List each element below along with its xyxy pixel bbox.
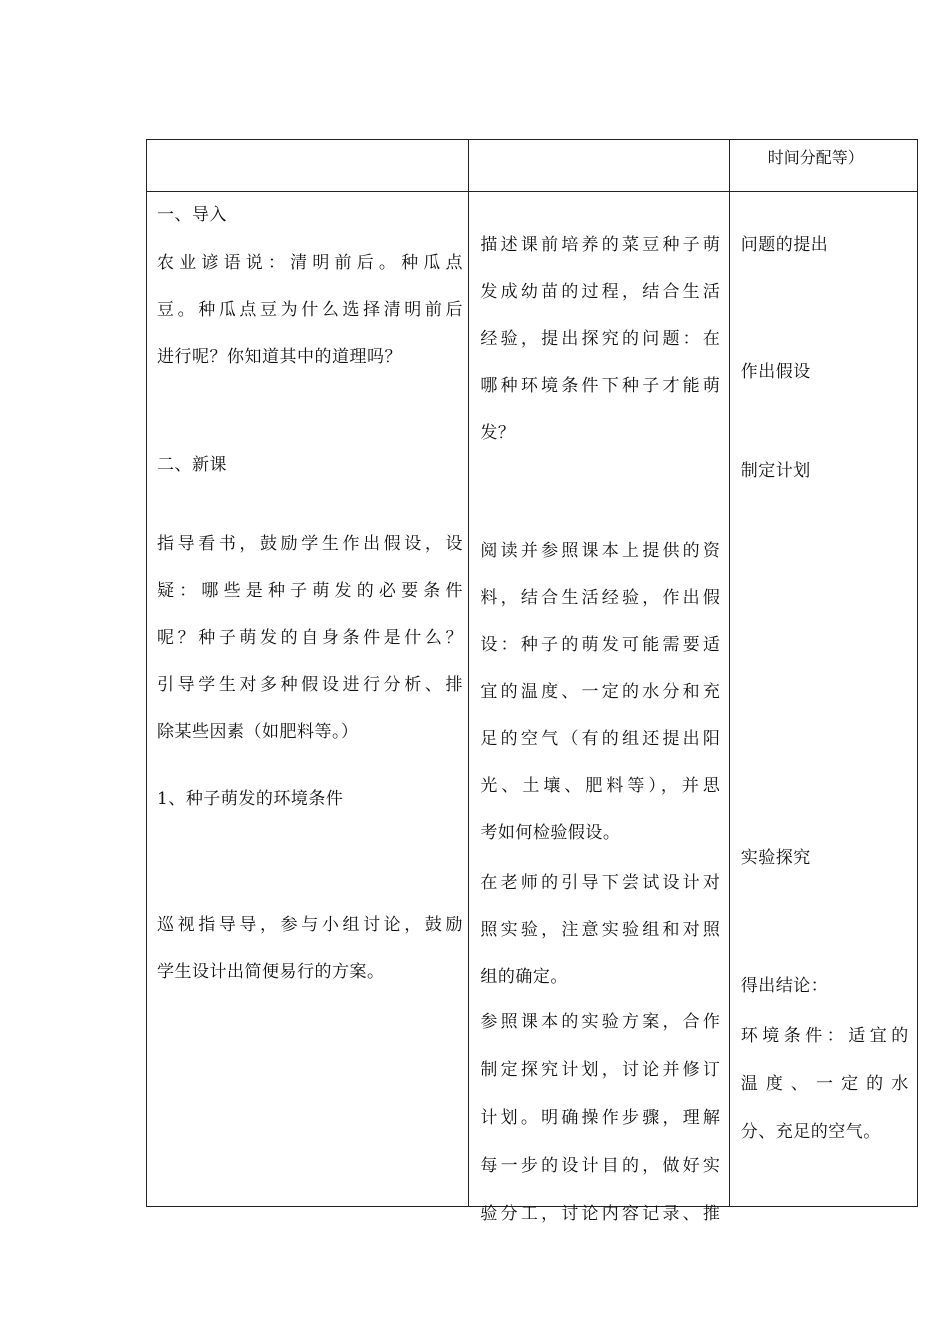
design-line: 组的确定。: [480, 967, 568, 987]
new-lesson-title: 二、新课: [157, 455, 227, 475]
describe-line: 经验，提出探究的问题：在: [480, 329, 721, 349]
plan-line: 制定探究计划，讨论并修订: [480, 1060, 721, 1080]
intro-title: 一、导入: [157, 205, 227, 225]
lesson-plan-table: [146, 139, 918, 1224]
guide-line: 除某些因素（如肥料等。）: [157, 722, 359, 742]
describe-line: 发成幼苗的过程，结合生活: [480, 282, 721, 302]
step-cell: [729, 192, 917, 1207]
read-line: 设：种子的萌发可能需要适: [480, 635, 721, 655]
plan-line: 参照课本的实验方案，合作: [480, 1012, 721, 1032]
design-line: 照实验，注意实验组和对照: [480, 920, 721, 940]
header-cell-1: [147, 140, 469, 192]
conclusion-text: [741, 1012, 909, 1156]
read-line: 阅读并参照课本上提供的资: [480, 541, 721, 561]
conclusion-title: 得出结论：: [740, 976, 829, 996]
intro-line: 豆。种瓜点豆为什么选择清明前后: [157, 300, 463, 320]
describe-text: [480, 222, 720, 457]
guide-text: [157, 521, 463, 756]
plan-line: 每一步的设计目的，做好实: [480, 1156, 721, 1176]
guide-line: 呢？种子萌发的自身条件是什么？: [157, 628, 463, 648]
conclusion-line: 温度、一定的水: [740, 1074, 909, 1094]
plan-line: 计划。明确操作步骤，理解: [480, 1108, 721, 1128]
read-line: 光、土壤、肥料等），并思: [480, 776, 721, 796]
intro-line: 进行呢？你知道其中的道理吗？: [157, 347, 402, 367]
design-text: [480, 860, 720, 1001]
table-header-row: [147, 140, 918, 192]
intro-text: [157, 240, 463, 381]
step-experiment: 实验探究: [740, 848, 811, 868]
header-cell-3: [729, 140, 917, 192]
describe-line: 哪种环境条件下种子才能萌: [480, 376, 721, 396]
step-hypothesis: 作出假设: [740, 362, 811, 382]
patrol-text: [157, 902, 463, 996]
student-activity-cell: [469, 192, 729, 1224]
guide-line: 引导学生对多种假设进行分析、排: [157, 675, 463, 695]
conclusion-line: 环境条件：适宜的: [740, 1026, 909, 1046]
plan-text: [480, 998, 720, 1238]
plan-line: 验分工，讨论内容记录、推: [480, 1204, 721, 1224]
read-line: 料，结合生活经验，作出假: [480, 588, 721, 608]
table-body-row: [147, 192, 918, 1207]
header-cell-2: [469, 140, 729, 192]
describe-line: 描述课前培养的菜豆种子萌: [480, 235, 721, 255]
guide-line: 疑：哪些是种子萌发的必要条件: [157, 581, 463, 601]
read-text: [480, 528, 720, 857]
teacher-activity-cell: [147, 192, 469, 1207]
section-1-title: 1、种子萌发的环境条件: [157, 789, 344, 809]
design-line: 在老师的引导下尝试设计对: [480, 873, 721, 893]
intro-line: 农业谚语说：清明前后。种瓜点: [157, 253, 463, 273]
guide-line: 指导看书，鼓励学生作出假设，设: [157, 534, 463, 554]
header-col3-text: 时间分配等）: [767, 148, 864, 167]
conclusion-line: 分、充足的空气。: [740, 1122, 881, 1142]
patrol-line: 学生设计出简便易行的方案。: [157, 962, 385, 982]
read-line: 宜的温度、一定的水分和充: [480, 682, 721, 702]
describe-line: 发？: [480, 423, 516, 443]
patrol-line: 巡视指导导，参与小组讨论，鼓励: [157, 915, 463, 935]
step-question: 问题的提出: [740, 235, 829, 255]
read-line: 足的空气（有的组还提出阳: [480, 729, 721, 749]
read-line: 考如何检验假设。: [480, 823, 621, 843]
step-plan: 制定计划: [740, 461, 811, 481]
